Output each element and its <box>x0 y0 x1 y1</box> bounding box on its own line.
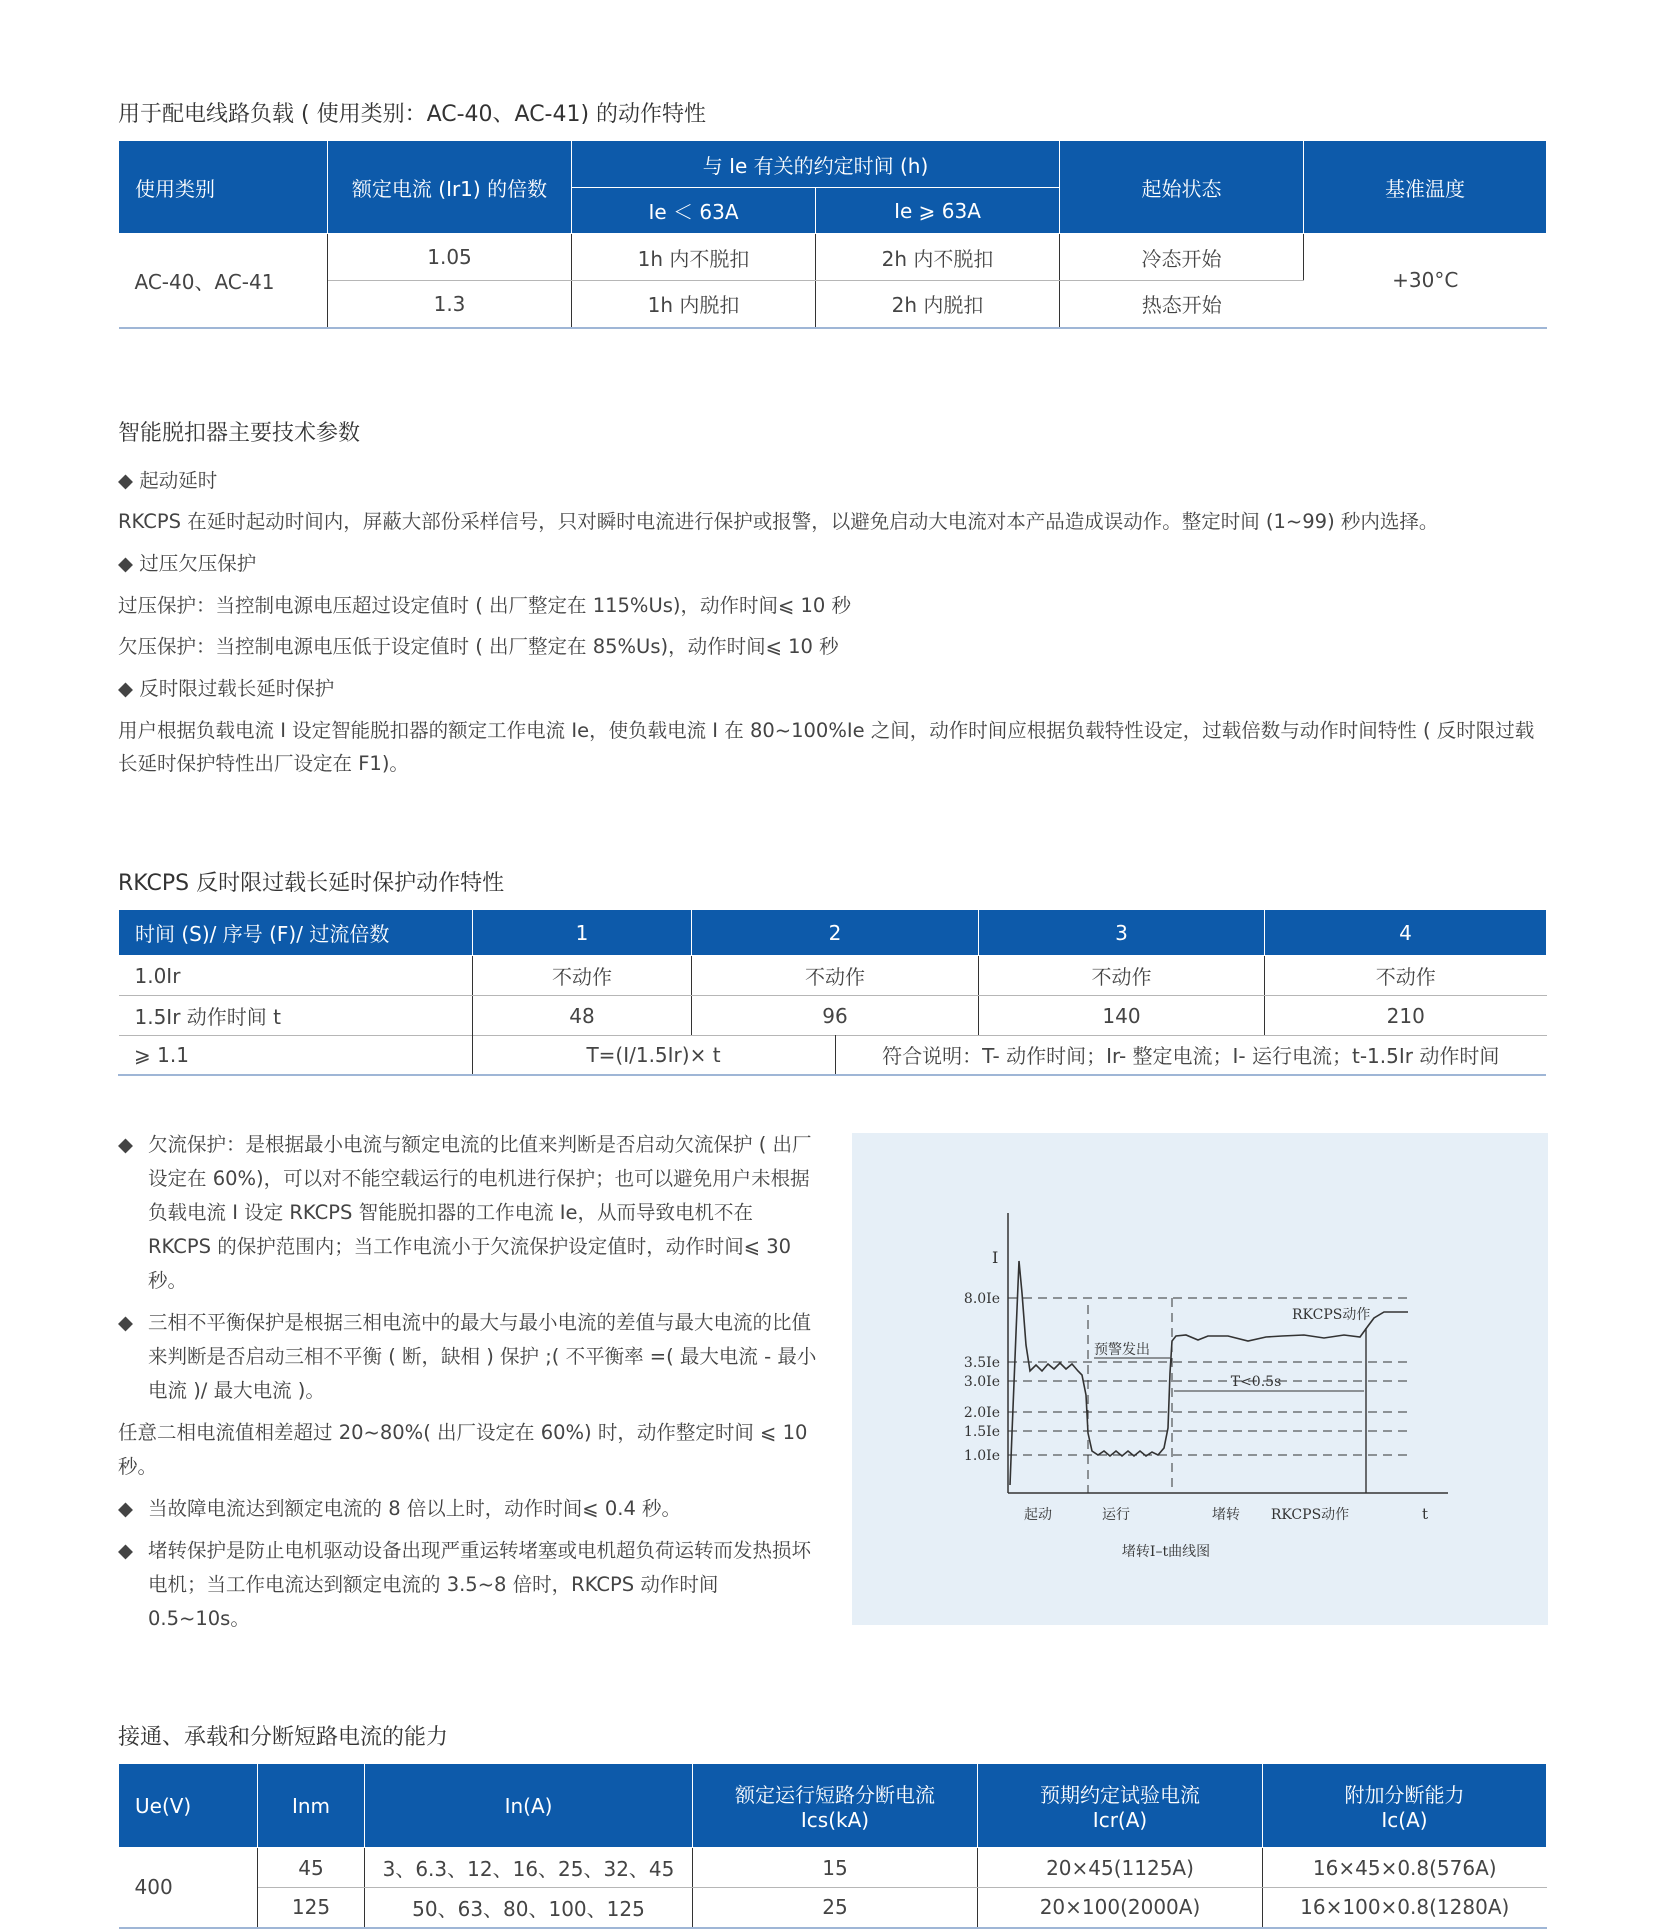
header-icr-line1: 预期约定试验电流 <box>1040 1783 1200 1807</box>
header-ic <box>1263 1764 1547 1848</box>
x-axis-label: t <box>1422 1505 1429 1523</box>
start-cell: 冷态开始 <box>1060 234 1304 281</box>
ge63-cell: 2h 内脱扣 <box>816 281 1060 328</box>
ue-cell: 400 <box>119 1848 258 1928</box>
header-ics-line1: 额定运行短路分断电流 <box>735 1783 935 1807</box>
y-tick-label: 8.0Ie <box>963 1291 1000 1307</box>
cell: 不动作 <box>692 956 979 996</box>
lt63-cell: 1h 内脱扣 <box>572 281 816 328</box>
section1-title: 用于配电线路负载 ( 使用类别：AC-40、AC-41) 的动作特性 <box>118 102 707 127</box>
category-cell: AC-40、AC-41 <box>119 234 328 328</box>
section2-title: 智能脱扣器主要技术参数 <box>118 421 361 446</box>
ic-cell: 16×45×0.8(576A) <box>1263 1848 1547 1888</box>
cell: 不动作 <box>473 956 692 996</box>
locked-rotor-svg <box>852 1133 1548 1625</box>
inm-cell: 45 <box>258 1848 365 1888</box>
row-label: ⩾ 1.1 <box>118 1035 472 1075</box>
reference-lines <box>1008 1298 1408 1493</box>
multiple-cell: 1.3 <box>328 281 572 328</box>
y-tick-label: 1.0Ie <box>963 1448 1000 1464</box>
formula-cell: T=(I/1.5Ir)× t <box>472 1035 835 1075</box>
header-category: 使用类别 <box>119 141 328 234</box>
header-ue: Ue(V) <box>119 1764 258 1848</box>
undervoltage-text: 欠压保护：当控制电源电压低于设定值时 ( 出厂整定在 85%Us)，动作时间⩽ 10 秒 <box>118 635 839 658</box>
table-row <box>118 1035 1546 1075</box>
startup-delay-heading: ◆ 起动延时 <box>118 469 218 492</box>
table-row <box>119 956 1547 996</box>
cell: 不动作 <box>979 956 1265 996</box>
ic-cell: 16×100×0.8(1280A) <box>1263 1888 1547 1928</box>
table-row <box>119 234 1547 281</box>
list-item <box>118 1534 818 1636</box>
cell: 96 <box>692 996 979 1036</box>
bullet-text: 当故障电流达到额定电流的 8 倍以上时，动作时间⩽ 0.4 秒。 <box>148 1497 682 1520</box>
time-annotation: T<0.5s <box>1230 1374 1282 1390</box>
ge63-cell: 2h 内不脱扣 <box>816 234 1060 281</box>
in-cell: 50、63、80、100、125 <box>365 1888 693 1928</box>
icr-cell: 20×45(1125A) <box>978 1848 1263 1888</box>
header-time-group: 与 Ie 有关的约定时间 (h) <box>572 141 1060 188</box>
protection-bullet-list <box>118 1128 818 1644</box>
y-tick-label: 3.0Ie <box>963 1374 1000 1390</box>
row-label: 1.5Ir 动作时间 t <box>119 996 473 1036</box>
header-f2: 2 <box>692 910 979 956</box>
x-tick-label: 运行 <box>1102 1507 1130 1523</box>
start-cell: 热态开始 <box>1060 281 1304 328</box>
bullet-text: 三相不平衡保护是根据三相电流中的最大与最小电流的差值与最大电流的比值来判断是否启动三相不平衡 ( 断，缺相 ) 保护 ;( 不平衡率 =( 最大电流 - 最小电流 )/ 最大电流 )。 <box>148 1311 817 1402</box>
overload-heading: ◆ 反时限过载长延时保护 <box>118 677 335 700</box>
cell: 48 <box>473 996 692 1036</box>
multiple-cell: 1.05 <box>328 234 572 281</box>
header-ie-lt-63: Ie ＜ 63A <box>572 188 816 234</box>
overvoltage-text: 过压保护：当控制电源电压超过设定值时 ( 出厂整定在 115%Us)，动作时间⩽ 10 秒 <box>118 594 852 617</box>
x-tick-label: RKCPS动作 <box>1270 1507 1350 1523</box>
header-ie-ge-63: Ie ⩾ 63A <box>816 188 1060 234</box>
section4-title: 接通、承载和分断短路电流的能力 <box>118 1725 449 1750</box>
header-icr-line2: Icr(A) <box>1092 1808 1148 1832</box>
lt63-cell: 1h 内不脱扣 <box>572 234 816 281</box>
overload-text: 用户根据负载电流 I 设定智能脱扣器的额定工作电流 Ie，使负载电流 I 在 80~100%Ie 之间，动作时间应根据负载特性设定，过载倍数与动作时间特性 ( 反时限过载长延时保护特性出厂设定在 F1)。 <box>118 719 1535 775</box>
startup-delay-text: RKCPS 在延时起动时间内，屏蔽大部份采样信号，只对瞬时电流进行保护或报警，以避免启动大电流对本产品造成误动作。整定时间 (1~99) 秒内选择。 <box>118 510 1439 533</box>
header-f3: 3 <box>979 910 1265 956</box>
cell: 140 <box>979 996 1265 1036</box>
x-tick-label: 堵转 <box>1212 1507 1240 1523</box>
ics-cell: 25 <box>693 1888 978 1928</box>
diagram-caption: 堵转I–t曲线图 <box>1121 1544 1211 1560</box>
diamond-icon: ◆ <box>118 1133 133 1156</box>
list-item <box>118 1416 818 1484</box>
diamond-icon: ◆ <box>118 1497 133 1520</box>
ics-cell: 15 <box>693 1848 978 1888</box>
diamond-icon: ◆ <box>118 1311 133 1334</box>
table-row <box>119 1848 1547 1888</box>
bullet-text: 任意二相电流值相差超过 20~80%( 出厂设定在 60%) 时，动作整定时间 ⩽ 10 秒。 <box>118 1421 808 1478</box>
section3-title: RKCPS 反时限过载长延时保护动作特性 <box>118 871 505 896</box>
inm-cell: 125 <box>258 1888 365 1928</box>
row-label: 1.0Ir <box>119 956 473 996</box>
inverse-time-table <box>118 909 1547 1036</box>
header-reference-temp: 基准温度 <box>1304 141 1547 234</box>
header-f4: 4 <box>1265 910 1547 956</box>
header-ic-line2: Ic(A) <box>1381 1808 1428 1832</box>
header-in: In(A) <box>365 1764 693 1848</box>
in-cell: 3、6.3、12、16、25、32、45 <box>365 1848 693 1888</box>
ac40-characteristics-table <box>118 140 1547 329</box>
header-multiple: 额定电流 (Ir1) 的倍数 <box>328 141 572 234</box>
y-axis-label: I <box>992 1248 999 1267</box>
header-ics <box>693 1764 978 1848</box>
icr-cell: 20×100(2000A) <box>978 1888 1263 1928</box>
note-cell: 符合说明：T- 动作时间；Ir- 整定电流；I- 运行电流；t-1.5Ir 动作时间 <box>835 1035 1546 1075</box>
cell: 不动作 <box>1265 956 1547 996</box>
short-circuit-capacity-table <box>118 1763 1547 1929</box>
voltage-protection-heading: ◆ 过压欠压保护 <box>118 552 257 575</box>
locked-rotor-diagram <box>852 1133 1548 1625</box>
list-item <box>118 1128 818 1298</box>
bullet-text: 欠流保护：是根据最小电流与额定电流的比值来判断是否启动欠流保护 ( 出厂设定在 60%)，可以对不能空载运行的电机进行保护；也可以避免用户未根据负载电流 I 设定 RKCPS 智能脱扣器的工作电流 Ie，从而导致电机不在 RKCPS 的保护范围内；当工作电流小于欠流保护设定值时，动作时间⩽ 30 秒。 <box>148 1133 812 1292</box>
y-tick-label: 1.5Ie <box>963 1424 1000 1440</box>
cell: 210 <box>1265 996 1547 1036</box>
y-tick-labels <box>964 1291 1000 1464</box>
table-row <box>119 996 1547 1036</box>
diamond-icon: ◆ <box>118 1539 133 1562</box>
x-tick-labels <box>1024 1506 1349 1523</box>
header-start-state: 起始状态 <box>1060 141 1304 234</box>
header-icr <box>978 1764 1263 1848</box>
x-tick-label: 起动 <box>1024 1507 1052 1523</box>
list-item <box>118 1306 818 1408</box>
header-time-seq: 时间 (S)/ 序号 (F)/ 过流倍数 <box>119 910 473 956</box>
header-ic-line1: 附加分断能力 <box>1344 1783 1465 1807</box>
header-inm: Inm <box>258 1764 365 1848</box>
bullet-text: 堵转保护是防止电机驱动设备出现严重运转堵塞或电机超负荷运转而发热损坏电机；当工作电流达到额定电流的 3.5~8 倍时，RKCPS 动作时间 0.5~10s。 <box>148 1539 812 1630</box>
table-row <box>119 1888 1547 1928</box>
temp-cell: +30°C <box>1304 234 1547 328</box>
warning-annotation: 预警发出 <box>1094 1342 1150 1358</box>
y-tick-label: 2.0Ie <box>963 1405 1000 1421</box>
action-annotation: RKCPS动作 <box>1292 1307 1371 1323</box>
current-curve <box>1010 1261 1408 1485</box>
header-ics-line2: Ics(kA) <box>800 1808 870 1832</box>
y-tick-label: 3.5Ie <box>963 1355 1000 1371</box>
header-f1: 1 <box>473 910 692 956</box>
inverse-time-formula-row <box>118 1035 1546 1076</box>
list-item <box>118 1492 818 1526</box>
